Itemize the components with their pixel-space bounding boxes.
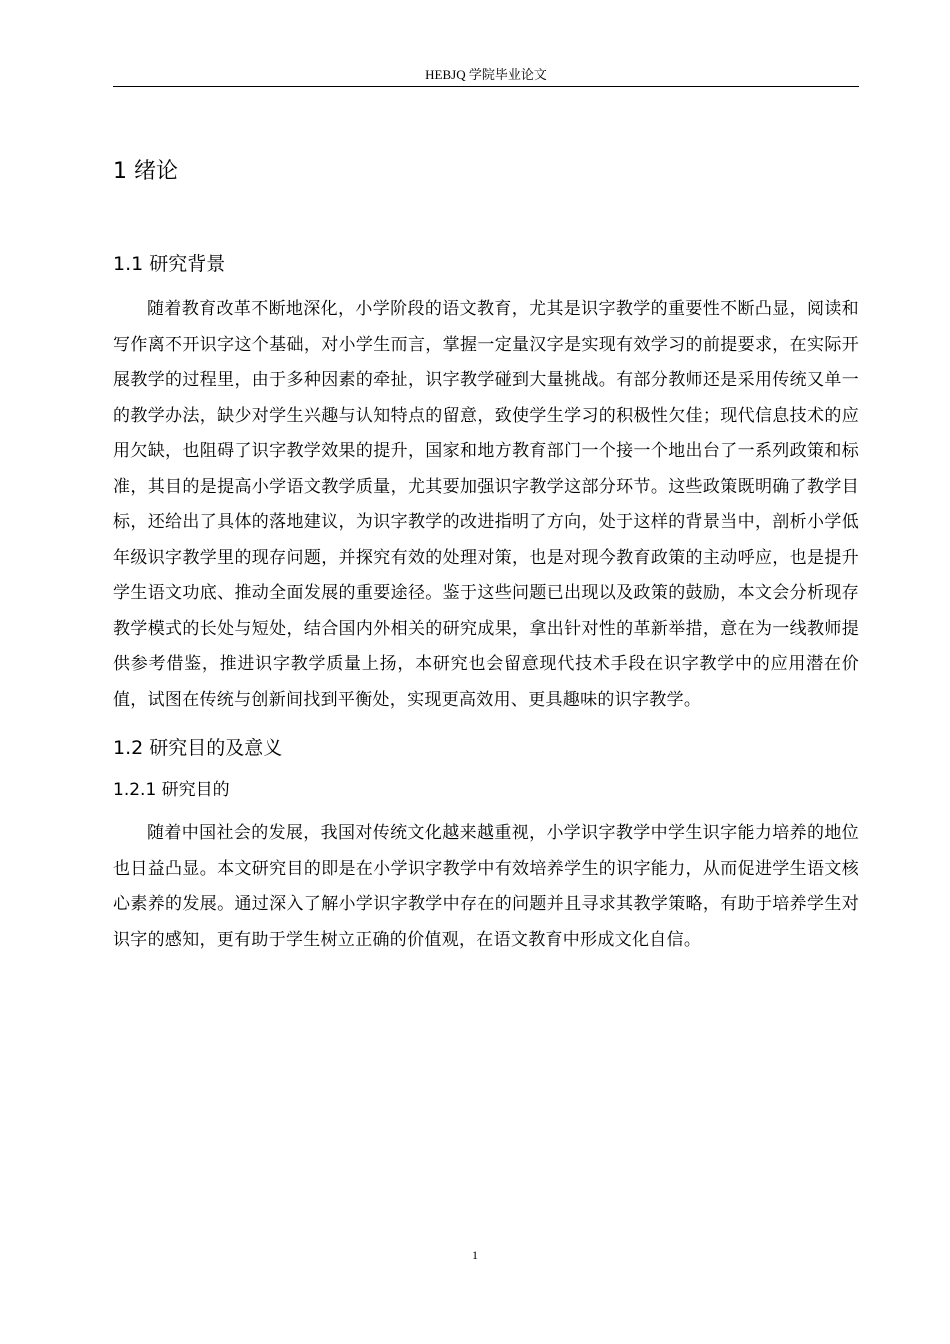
document-body — [113, 150, 859, 958]
section-title-purpose-significance: 1.2 研究目的及意义 — [113, 737, 283, 759]
subsection-title-research-purpose: 1.2.1 研究目的 — [113, 780, 230, 800]
chapter-title: 1 绪论 — [113, 159, 178, 184]
page-number: 1 — [472, 1248, 478, 1262]
paragraph-research-background: 随着教育改革不断地深化，小学阶段的语文教育，尤其是识字教学的重要性不断凸显，阅读和写作离不开识字这个基础，对小学生而言，掌握一定量汉字是实现有效学习的前提要求，在实际开展教学的过程里，由于多种因素的牵扯，识字教学碰到大量挑战。有部分教师还是采用传统又单一的教学办法，缺少对学生兴趣与认知特点的留意，致使学生学习的积极性欠佳；现代信息技术的应用欠缺，也阻碍了识字教学效果的提升，国家和地方教育部门一个接一个地出台了一系列政策和标准，其目的是提高小学语文教学质量，尤其要加强识字教学这部分环节。这些政策既明确了教学目标，还给出了具体的落地建议，为识字教学的改进指明了方向，处于这样的背景当中，剖析小学低年级识字教学里的现存问题，并探究有效的处理对策，也是对现今教育政策的主动呼应，也是提升学生语文功底、推动全面发展的重要途径。鉴于这些问题已出现以及政策的鼓励，本文会分析现存教学模式的长处与短处，结合国内外相关的研究成果，拿出针对性的革新举措，意在为一线教师提供参考借鉴，推进识字教学质量上扬，本研究也会留意现代技术手段在识字教学中的应用潜在价值，试图在传统与创新间找到平衡处，实现更高效用、更具趣味的识字教学。 — [113, 299, 859, 710]
section-title-research-background: 1.1 研究背景 — [113, 253, 226, 275]
header-title: HEBJQ 学院毕业论文 — [425, 67, 547, 82]
paragraph-research-purpose: 随着中国社会的发展，我国对传统文化越来越重视，小学识字教学中学生识字能力培养的地位也日益凸显。本文研究目的即是在小学识字教学中有效培养学生的识字能力，从而促进学生语文核心素养的发展。通过深入了解小学识字教学中存在的问题并且寻求其教学策略，有助于培养学生对识字的感知，更有助于学生树立正确的价值观，在语文教育中形成文化自信。 — [113, 823, 859, 950]
page-header — [113, 64, 859, 87]
